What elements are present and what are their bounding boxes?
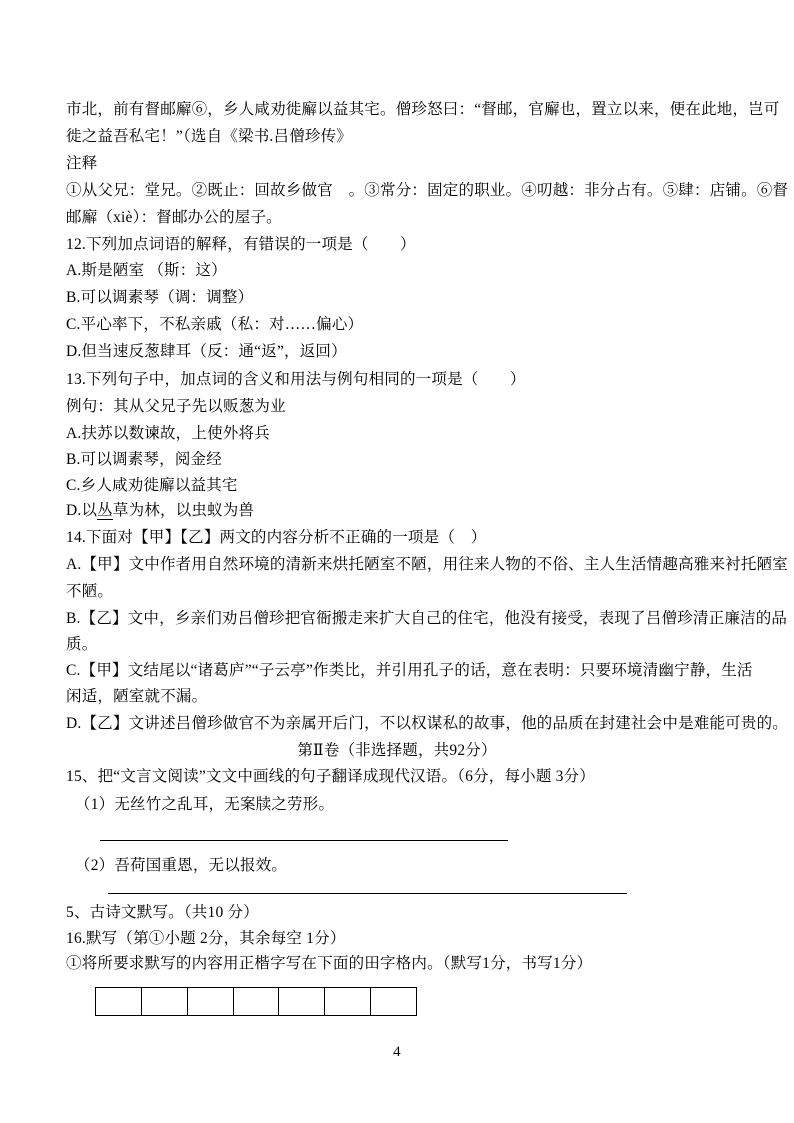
q15-part1: （1）无丝竹之乱耳，无案牍之劳形。 bbox=[75, 796, 335, 813]
q12-stem: 12.下列加点词语的解释，有错误的一项是（ ） bbox=[66, 236, 416, 253]
q13-option-d-pre: D.以 bbox=[66, 502, 98, 519]
notes-line: ①从父兄：堂兄。②既止：回故乡做官 。③常分：固定的职业。④叨越：非分占有。⑤肆：店铺。⑥督 bbox=[66, 182, 789, 199]
q14-option-b-line2: 质。 bbox=[66, 636, 98, 653]
q14-option-a-line1: A.【甲】文中作者用自然环境的清新来烘托陋室不陋，用往来人物的不俗、主人生活情趣高雅来衬托陋室 bbox=[66, 556, 788, 573]
q13-option-b: B.可以调素琴，阅金经 bbox=[66, 451, 222, 468]
q16-stem: 16.默写（第①小题 2分，其余每空 1分） bbox=[66, 930, 346, 947]
tianzige-grid bbox=[95, 987, 417, 1016]
section2-title: 第Ⅱ卷（非选择题，共92分） bbox=[297, 742, 497, 759]
notes-line: 邮廨（xiè）：督邮办公的屋子。 bbox=[66, 209, 282, 226]
q14-option-c-line1: C.【甲】文结尾以“诸葛庐”“子云亭”作类比，并引用孔子的话，意在表明：只要环境清幽宁静，生活 bbox=[66, 662, 753, 679]
q13-option-a: A.扶苏以数谏故，上使外将兵 bbox=[66, 425, 270, 442]
answer-line-2 bbox=[108, 893, 627, 894]
q15-part2: （2）吾荷国重恩，无以报效。 bbox=[75, 857, 288, 874]
q12-option-d: D.但当速反葱肆耳（反：通“返”，返回） bbox=[66, 343, 347, 360]
q16-part1: ①将所要求默写的内容用正楷字写在下面的田字格内。（默写1分，书写1分） bbox=[66, 955, 593, 972]
tianzige-cell bbox=[371, 988, 416, 1015]
q13-stem: 13.下列句子中，加点词的含义和用法与例句相同的一项是（ ） bbox=[66, 371, 526, 388]
tianzige-cell bbox=[142, 988, 188, 1015]
q12-option-c: C.平心率下，不私亲戚（私：对……偏心） bbox=[66, 316, 364, 333]
tianzige-cell bbox=[188, 988, 234, 1015]
q13-option-c: C.乡人咸劝徙廨以益其宅 bbox=[66, 477, 238, 494]
passage-line: 徙之益吾私宅！”（选自《梁书.吕僧珍传》 bbox=[66, 128, 353, 145]
q13-option-d-post: 草为林，以虫蚁为兽 bbox=[112, 502, 255, 519]
q14-option-b-line1: B.【乙】文中，乡亲们劝吕僧珍把官衙搬走来扩大自己的住宅，他没有接受，表现了吕僧珍清正廉洁的品 bbox=[66, 610, 788, 627]
tianzige-cell bbox=[279, 988, 325, 1015]
q12-option-b: B.可以调素琴（调：调整） bbox=[66, 289, 254, 306]
q14-option-a-line2: 不陋。 bbox=[66, 583, 114, 600]
tianzige-cell bbox=[234, 988, 280, 1015]
notes-title: 注释 bbox=[66, 155, 98, 172]
q12-option-a: A.斯是陋室 （斯：这） bbox=[66, 262, 227, 279]
tianzige-cell bbox=[96, 988, 142, 1015]
q15-stem: 15、把“文言文阅读”文文中画线的句子翻译成现代汉语。（6分，每小题 3分） bbox=[66, 768, 595, 785]
answer-line-1 bbox=[100, 840, 508, 841]
section5-title: 5、古诗文默写。（共10 分） bbox=[66, 904, 259, 921]
tianzige-cell bbox=[325, 988, 371, 1015]
page-number: 4 bbox=[393, 1044, 401, 1060]
q14-stem: 14.下面对【甲】【乙】两文的内容分析不正确的一项是（ ） bbox=[66, 529, 487, 546]
q14-option-d: D.【乙】文讲述吕僧珍做官不为亲属开后门，不以权谋私的故事，他的品质在封建社会中是难能可贵的。 bbox=[66, 715, 788, 732]
q13-option-d-underlined-word: 丛 bbox=[97, 502, 113, 519]
q13-option-d bbox=[66, 501, 254, 521]
q14-option-c-line2: 闲适，陋室就不漏。 bbox=[66, 688, 208, 705]
q13-example: 例句：其从父兄子先以贩葱为业 bbox=[66, 398, 286, 415]
passage-line: 市北，前有督邮廨⑥，乡人咸劝徙廨以益其宅。僧珍怒曰：“督邮，官廨也，置立以来，便在此地，岂可 bbox=[66, 101, 780, 118]
